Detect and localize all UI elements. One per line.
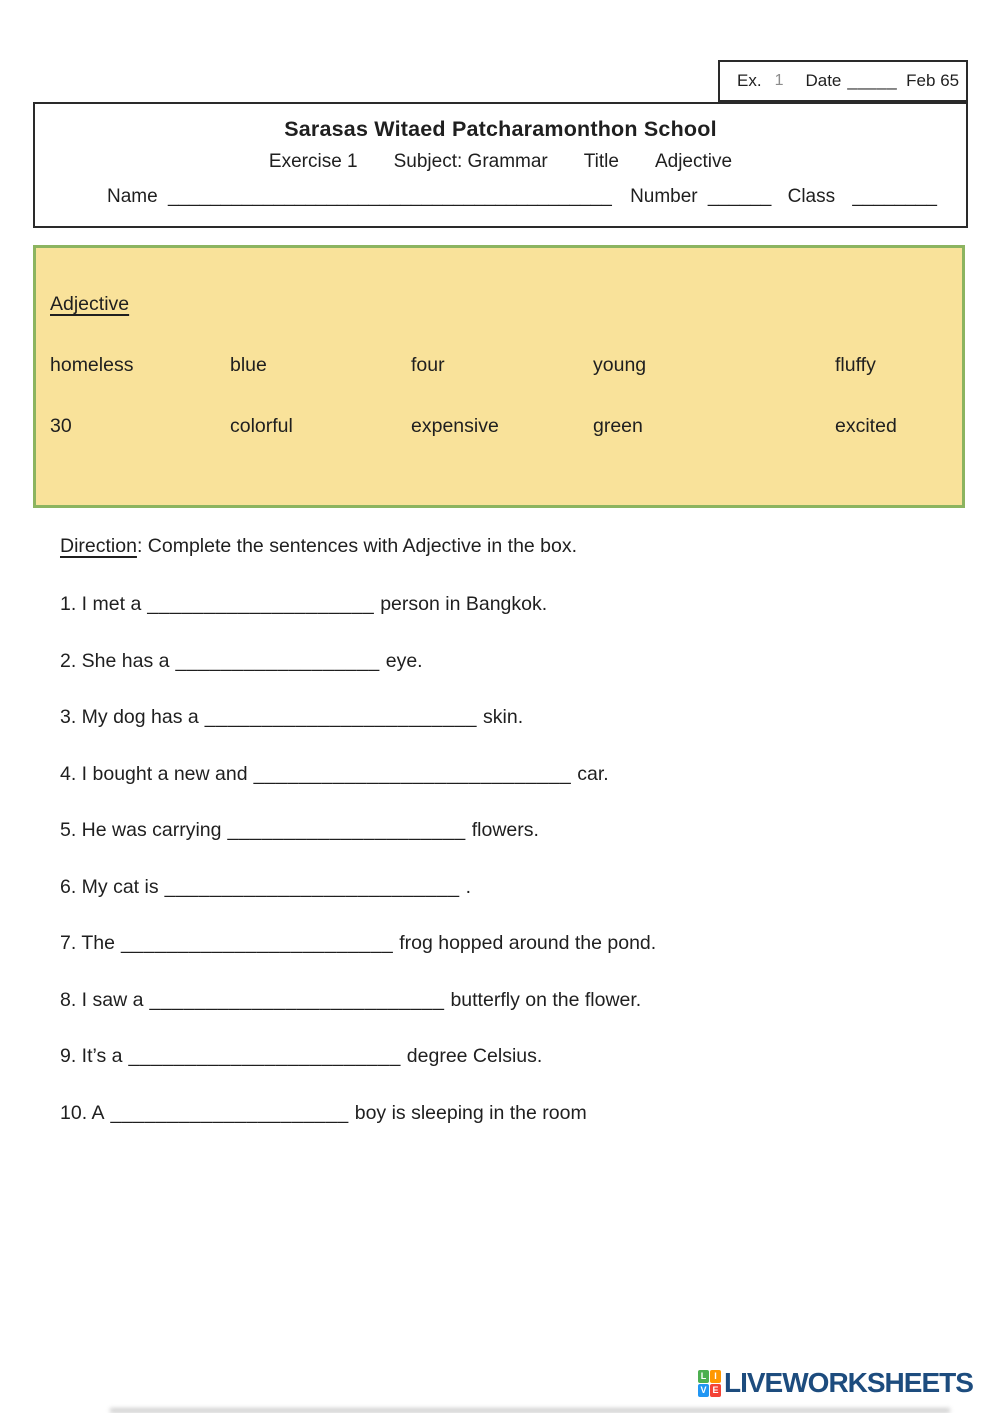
sentence-8 [60,988,960,1012]
sentence-1-blank[interactable]: ____________________ [147,593,375,615]
sentence-9-blank[interactable]: ________________________ [128,1045,401,1067]
word-fluffy: fluffy [835,354,876,376]
sentence-7 [60,931,960,955]
sentence-6-blank[interactable]: __________________________ [164,875,460,898]
sentence-9-post: degree Celsius. [406,1045,543,1067]
sentence-7-blank[interactable]: ________________________ [120,932,394,954]
logo-square-e: E [710,1384,721,1397]
word-homeless: homeless [50,354,134,376]
subject-field: Subject: Grammar [393,151,548,172]
logo-square-i: I [710,1370,721,1383]
number-blank-field[interactable]: ______ [707,186,772,207]
sentence-4-post: car. [577,762,609,785]
date-blank-field[interactable]: _____ [847,71,898,90]
word-colorful: colorful [230,415,293,437]
student-info-line [35,186,966,208]
sentence-1-post: person in Bangkok. [380,593,548,615]
date-value: Feb 65 [906,71,960,90]
name-blank-field[interactable]: __________________________________________ [167,186,612,207]
sentence-10 [60,1101,960,1125]
title-value: Adjective [654,151,733,172]
word-expensive: expensive [411,415,499,437]
sentence-6 [60,875,960,899]
cutoff-content-smudge [110,1408,950,1413]
sentence-3-post: skin. [483,706,524,728]
word-four: four [411,354,445,376]
number-label: Number [630,186,698,207]
word-box-heading: Adjective [50,293,130,315]
sentence-5 [60,818,960,842]
direction-text: : Complete the sentences with Adjective in the box. [136,535,578,557]
sentence-3-blank[interactable]: ________________________ [204,706,478,728]
logo-square-v: V [698,1384,709,1397]
sentence-9-pre: 9. It’s a [60,1045,123,1067]
exercise-number-value: 1 [774,72,784,89]
sentence-2 [60,649,960,673]
sentence-2-pre: 2. She has a [60,649,170,672]
word-blue: blue [230,354,267,376]
sentence-5-pre: 5. He was carrying [60,819,222,841]
sentence-4-pre: 4. I bought a new and [60,762,248,785]
direction-label: Direction [60,535,137,557]
sentence-4 [60,762,960,786]
title-label: Title [583,151,619,172]
sentence-4-blank[interactable]: ____________________________ [253,762,572,785]
sentence-6-post: . [465,875,472,898]
class-label: Class [787,186,836,207]
exercise-field: Exercise 1 [268,151,358,172]
exercise-label: Ex. [737,71,762,90]
sentence-8-pre: 8. I saw a [60,988,144,1011]
word-green: green [593,415,643,437]
adjective-word-box [33,245,965,508]
liveworksheets-logo[interactable] [698,1367,973,1399]
word-young: young [593,354,647,376]
logo-square-l: L [698,1370,709,1383]
exercise-subject-line [35,151,966,173]
word-row-1 [36,353,962,377]
exercise-date-box [718,60,968,102]
sentence-10-post: boy is sleeping in the room [354,1101,587,1124]
sentence-7-pre: 7. The [60,932,115,954]
word-row-2 [36,414,962,438]
direction-line [60,535,577,558]
sentence-3 [60,705,960,729]
sentence-10-blank[interactable]: _____________________ [110,1101,349,1124]
school-name-title: Sarasas Witaed Patcharamonthon School [284,117,717,141]
sentence-8-blank[interactable]: __________________________ [149,988,445,1011]
class-blank-field[interactable]: ________ [852,186,937,207]
sentence-3-pre: 3. My dog has a [60,706,199,728]
liveworksheets-logo-icon [698,1370,721,1397]
sentence-2-blank[interactable]: __________________ [175,649,380,672]
name-label: Name [107,186,158,207]
sentence-2-post: eye. [385,649,423,672]
sentence-10-pre: 10. A [60,1101,105,1124]
word-30: 30 [50,415,72,437]
sentence-5-blank[interactable]: _____________________ [227,819,466,841]
sentence-6-pre: 6. My cat is [60,875,159,898]
sentence-1-pre: 1. I met a [60,593,142,615]
worksheet-header-box [33,102,968,228]
sentence-9 [60,1044,960,1068]
sentence-1 [60,592,960,616]
liveworksheets-logo-text: LIVEWORKSHEETS [724,1367,973,1398]
sentence-8-post: butterfly on the flower. [450,988,642,1011]
sentence-5-post: flowers. [471,819,539,841]
date-label: Date [805,71,842,90]
word-excited: excited [835,415,897,437]
sentence-7-post: frog hopped around the pond. [399,932,657,954]
sentence-list [60,592,960,1157]
